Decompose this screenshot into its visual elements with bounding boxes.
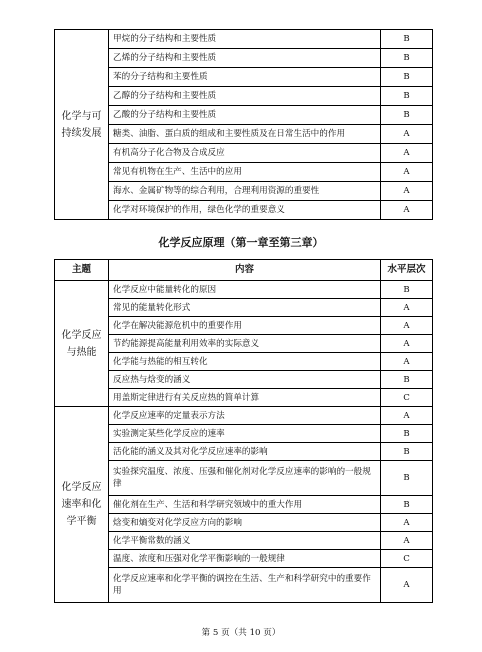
content-cell: 苯的分子结构和主要性质 (109, 68, 381, 87)
table-sustainable-development (54, 29, 433, 220)
content-cell: 用盖斯定律进行有关反应热的简单计算 (109, 389, 381, 407)
table-row (55, 125, 433, 144)
table-row (55, 144, 433, 163)
level-cell: A (381, 568, 433, 603)
level-cell: B (381, 30, 433, 49)
level-cell: A (381, 353, 433, 371)
level-cell: A (381, 144, 433, 163)
level-cell: B (381, 461, 433, 496)
content-cell: 有机高分子化合物及合成反应 (109, 144, 381, 163)
level-cell: B (381, 281, 433, 299)
table-row (55, 407, 433, 425)
header-content: 内容 (109, 260, 381, 281)
content-cell: 乙醇的分子结构和主要性质 (109, 87, 381, 106)
table-row (55, 496, 433, 514)
topic-cell: 化学与可 持续发展 (55, 30, 109, 220)
table-row (55, 568, 433, 603)
level-cell: B (381, 106, 433, 125)
table-row (55, 281, 433, 299)
table-header-row (55, 260, 433, 281)
content-cell: 焓变和熵变对化学反应方向的影响 (109, 514, 381, 532)
content-cell: 化学能与热能的相互转化 (109, 353, 381, 371)
table-row (55, 106, 433, 125)
level-cell: C (381, 389, 433, 407)
topic-cell: 化学反应 速率和化 学平衡 (55, 407, 109, 603)
level-cell: A (381, 532, 433, 550)
content-cell: 实验探究温度、浓度、压强和催化剂对化学反应速率的影响的一般规律 (109, 461, 381, 496)
level-cell: A (381, 125, 433, 144)
level-cell: B (381, 371, 433, 389)
content-cell: 甲烷的分子结构和主要性质 (109, 30, 381, 49)
table-row (55, 49, 433, 68)
table-row (55, 550, 433, 568)
table-row (55, 425, 433, 443)
content-cell: 化学平衡常数的涵义 (109, 532, 381, 550)
table-reaction-principles (54, 259, 433, 603)
table-row (55, 353, 433, 371)
level-cell: C (381, 550, 433, 568)
table-row (55, 389, 433, 407)
page-footer: 第 5 页（共 10 页） (201, 628, 281, 638)
table-row (55, 532, 433, 550)
level-cell: B (381, 443, 433, 461)
content-cell: 乙酸的分子结构和主要性质 (109, 106, 381, 125)
level-cell: B (381, 425, 433, 443)
level-cell: A (381, 317, 433, 335)
level-cell: A (381, 299, 433, 317)
content-cell: 化学在解决能源危机中的重要作用 (109, 317, 381, 335)
content-cell: 实验测定某些化学反应的速率 (109, 425, 381, 443)
table-row (55, 30, 433, 49)
content-cell: 乙烯的分子结构和主要性质 (109, 49, 381, 68)
content-cell: 温度、浓度和压强对化学平衡影响的一般规律 (109, 550, 381, 568)
content-cell: 化学反应速率的定量表示方法 (109, 407, 381, 425)
content-cell: 化学对环境保护的作用，绿色化学的重要意义 (109, 201, 381, 220)
level-cell: A (381, 201, 433, 220)
table-row (55, 443, 433, 461)
content-cell: 反应热与焓变的涵义 (109, 371, 381, 389)
content-cell: 常见有机物在生产、生活中的应用 (109, 163, 381, 182)
table-row (55, 68, 433, 87)
level-cell: A (381, 407, 433, 425)
table-row (55, 201, 433, 220)
content-cell: 活化能的涵义及其对化学反应速率的影响 (109, 443, 381, 461)
level-cell: B (381, 68, 433, 87)
level-cell: B (381, 87, 433, 106)
table-row (55, 299, 433, 317)
section-title: 化学反应原理（第一章至第三章） (158, 236, 324, 249)
table-row (55, 163, 433, 182)
topic-cell: 化学反应 与热能 (55, 281, 109, 407)
level-cell: A (381, 514, 433, 532)
content-cell: 催化剂在生产、生活和科学研究领域中的重大作用 (109, 496, 381, 514)
level-cell: B (381, 496, 433, 514)
content-cell: 常见的能量转化形式 (109, 299, 381, 317)
level-cell: A (381, 163, 433, 182)
table-row (55, 335, 433, 353)
content-cell: 海水、金属矿物等的综合利用，合理利用资源的重要性 (109, 182, 381, 201)
table-row (55, 371, 433, 389)
level-cell: A (381, 335, 433, 353)
table-row (55, 182, 433, 201)
table-row (55, 317, 433, 335)
table-row (55, 514, 433, 532)
content-cell: 节约能源提高能量利用效率的实际意义 (109, 335, 381, 353)
header-topic: 主题 (55, 260, 109, 281)
content-cell: 化学反应中能量转化的原因 (109, 281, 381, 299)
content-cell: 糖类、油脂、蛋白质的组成和主要性质及在日常生活中的作用 (109, 125, 381, 144)
level-cell: B (381, 49, 433, 68)
level-cell: A (381, 182, 433, 201)
table-row (55, 461, 433, 496)
content-cell: 化学反应速率和化学平衡的调控在生活、生产和科学研究中的重要作用 (109, 568, 381, 603)
header-level: 水平层次 (381, 260, 433, 281)
table-row (55, 87, 433, 106)
